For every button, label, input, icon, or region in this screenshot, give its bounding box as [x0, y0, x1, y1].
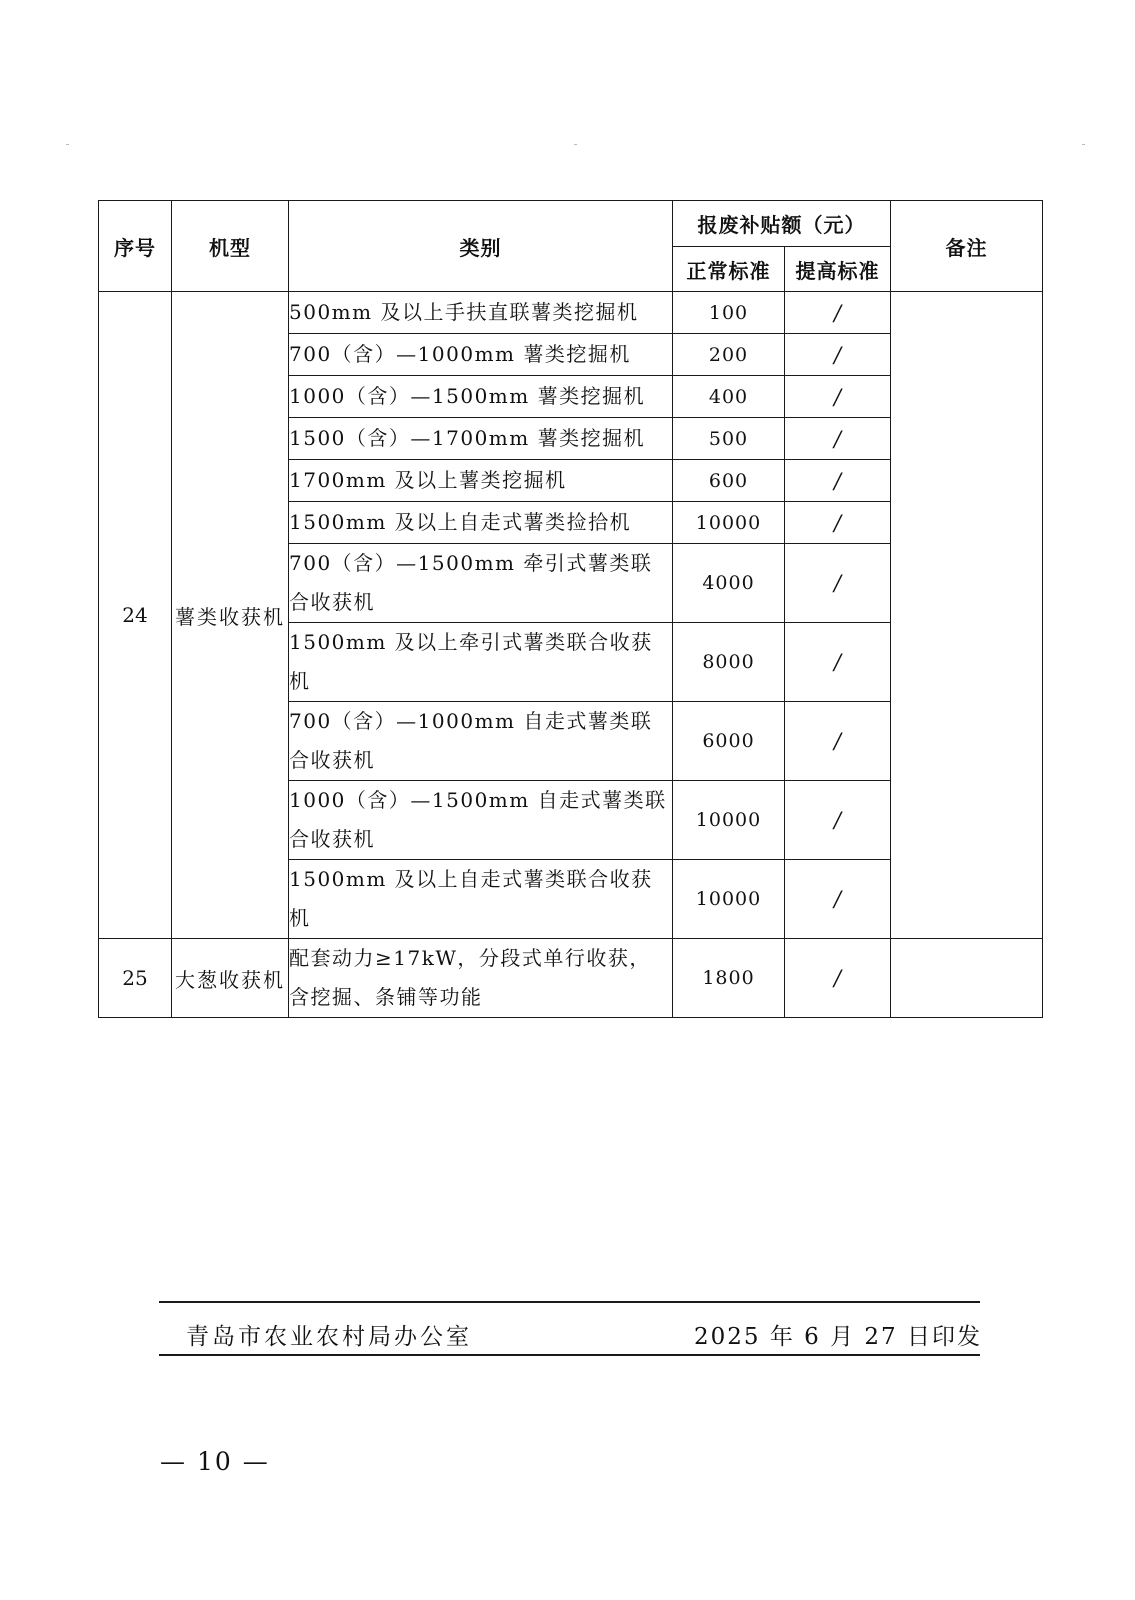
raised-cell: / — [785, 860, 891, 939]
raised-cell: / — [785, 334, 891, 376]
category-cell: 700（含）—1000mm 薯类挖掘机 — [289, 334, 673, 376]
normal-cell: 4000 — [673, 544, 785, 623]
table-row — [99, 939, 1043, 1018]
category-cell: 1700mm 及以上薯类挖掘机 — [289, 460, 673, 502]
category-cell: 1500（含）—1700mm 薯类挖掘机 — [289, 418, 673, 460]
raised-cell: / — [785, 502, 891, 544]
footer-date: 2025 年 6 月 27 日印发 — [694, 1324, 982, 1350]
normal-cell: 1800 — [673, 939, 785, 1018]
subsidy-table — [98, 200, 1043, 1018]
model-cell: 大葱收获机 — [172, 939, 289, 1018]
model-cell: 薯类收获机 — [172, 292, 289, 939]
raised-cell: / — [785, 544, 891, 623]
remark-cell — [891, 939, 1043, 1018]
footer-top-rule — [159, 1301, 980, 1303]
category-cell: 1500mm 及以上牵引式薯类联合收获机 — [289, 623, 673, 702]
seq-cell: 25 — [99, 939, 172, 1018]
normal-cell: 400 — [673, 376, 785, 418]
category-cell: 1000（含）—1500mm 薯类挖掘机 — [289, 376, 673, 418]
raised-cell: / — [785, 460, 891, 502]
normal-cell: 6000 — [673, 702, 785, 781]
normal-cell: 10000 — [673, 502, 785, 544]
category-cell: 500mm 及以上手扶直联薯类挖掘机 — [289, 292, 673, 334]
header-category: 类别 — [289, 201, 673, 292]
scan-speck — [574, 144, 577, 145]
raised-cell: / — [785, 292, 891, 334]
normal-cell: 200 — [673, 334, 785, 376]
header-raised: 提高标准 — [785, 247, 891, 292]
header-remark: 备注 — [891, 201, 1043, 292]
normal-cell: 10000 — [673, 860, 785, 939]
category-cell: 配套动力≥17kW，分段式单行收获，含挖掘、条铺等功能 — [289, 939, 673, 1018]
footer-issuer: 青岛市农业农村局办公室 — [186, 1324, 472, 1350]
footer-bottom-rule — [159, 1354, 980, 1356]
category-cell: 700（含）—1500mm 牵引式薯类联合收获机 — [289, 544, 673, 623]
raised-cell: / — [785, 781, 891, 860]
category-cell: 1000（含）—1500mm 自走式薯类联合收获机 — [289, 781, 673, 860]
table-row — [99, 292, 1043, 334]
category-cell: 1500mm 及以上自走式薯类联合收获机 — [289, 860, 673, 939]
category-cell: 1500mm 及以上自走式薯类捡拾机 — [289, 502, 673, 544]
header-subsidy: 报废补贴额（元） — [673, 201, 891, 247]
page-number: — 10 — — [160, 1447, 270, 1476]
category-cell: 700（含）—1000mm 自走式薯类联合收获机 — [289, 702, 673, 781]
scan-speck — [66, 144, 69, 145]
normal-cell: 100 — [673, 292, 785, 334]
scan-speck — [1082, 144, 1085, 145]
raised-cell: / — [785, 939, 891, 1018]
remark-cell — [891, 292, 1043, 939]
raised-cell: / — [785, 418, 891, 460]
normal-cell: 500 — [673, 418, 785, 460]
raised-cell: / — [785, 702, 891, 781]
normal-cell: 10000 — [673, 781, 785, 860]
header-model: 机型 — [172, 201, 289, 292]
normal-cell: 600 — [673, 460, 785, 502]
normal-cell: 8000 — [673, 623, 785, 702]
header-normal: 正常标准 — [673, 247, 785, 292]
header-seq: 序号 — [99, 201, 172, 292]
raised-cell: / — [785, 376, 891, 418]
raised-cell: / — [785, 623, 891, 702]
seq-cell: 24 — [99, 292, 172, 939]
